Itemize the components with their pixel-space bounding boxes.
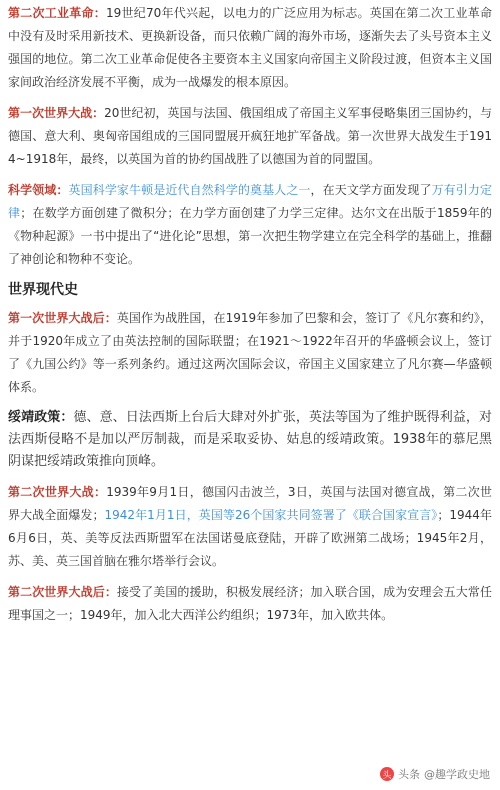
highlight-newton: 英国科学家牛顿是近代自然科学的奠基人之一: [68, 183, 311, 197]
paragraph-appeasement: [8, 407, 492, 473]
paragraph-text: 1939年9月1日，德国闪击波兰，3日，英国与法国对德宣战，第二次世界大战全面爆发；: [8, 485, 492, 522]
paragraph-label: 绥靖政策：: [8, 410, 74, 425]
paragraph-ww1: [8, 102, 492, 171]
paragraph-label: 第一次世界大战：: [8, 106, 105, 120]
highlight-declaration: 1942年1月1日，英国等26个国家共同签署了《联合国家宣言》: [104, 508, 438, 522]
paragraph-text: ；在数学方面创建了微积分；在力学方面创建了力学三定律。达尔文在出版于1859年的《物种起源》一书中提出了“进化论”思想，第一次把生物学建立在完全科学的基础上，推翻了神创论和物种不变论。: [8, 206, 492, 266]
paragraph-text: ，在天文学方面发现了: [310, 183, 432, 197]
paragraph-second-industrial-revolution: [8, 2, 492, 94]
source-watermark: [380, 766, 490, 782]
paragraph-label: 第二次工业革命：: [8, 6, 106, 20]
paragraph-text: 19世纪70年代兴起，以电力的广泛应用为标志。英国在第二次工业革命中没有及时采用新技术、更换新设备，而只依赖广阔的海外市场，逐渐失去了头号资本主义强国的地位。第二次工业革命促使各主要资本主义国家向帝国主义阶段过渡，但资本主义国家间政治经济发展不平衡，成为一战爆发的根本原因。: [8, 6, 492, 89]
watermark-account: @趣学政史地: [424, 768, 490, 781]
paragraph-text: 英国作为战胜国，在1919年参加了巴黎和会，签订了《凡尔赛和约》，并于1920年成立了由英法控制的国际联盟；在1921～1922年召开的华盛顿会议上，签订了《九国公约》等一系列条约。通过这两次国际会议，帝国主义国家建立了凡尔赛—华盛顿体系。: [8, 311, 492, 394]
paragraph-text: 接受了美国的援助，积极发展经济；加入联合国，成为安理会五大常任理事国之一；1949年，加入北大西洋公约组织；1973年，加入欧共体。: [8, 585, 492, 622]
paragraph-label: 第二次世界大战后：: [8, 585, 117, 599]
paragraph-text: 德、意、日法西斯上台后大肆对外扩张，英法等国为了维护既得利益，对法西斯侵略不是加以严厉制裁，而是采取妥协、姑息的绥靖政策。1938年的慕尼黑阴谋把绥靖政策推向顶峰。: [8, 410, 492, 469]
paragraph-label: 科学领域：: [8, 183, 69, 197]
section-title: 世界现代史: [8, 282, 78, 298]
paragraph-text: 20世纪初，英国与法国、俄国组成了帝国主义军事侵略集团三国协约，与德国、意大利、奥匈帝国组成的三国同盟展开疯狂地扩军备战。第一次世界大战发生于1914~1918年，最终，以英国为首的协约国战胜了以德国为首的同盟国。: [8, 106, 492, 166]
watermark-source: 头条: [398, 768, 420, 781]
paragraph-label: 第二次世界大战：: [8, 485, 107, 499]
paragraph-post-ww2: [8, 581, 492, 627]
paragraph-ww2: [8, 481, 492, 573]
paragraph-post-ww1: [8, 307, 492, 399]
paragraph-text: ；1944年6月6日，英、美等反法西斯盟军在法国诺曼底登陆，开辟了欧洲第二战场；1945年2月，苏、美、英三国首脑在雅尔塔举行会议。: [8, 508, 492, 568]
toutiao-logo-icon: 头: [380, 767, 394, 781]
highlight-gravity: 万有引力定律: [8, 183, 492, 220]
article-body: [8, 2, 492, 627]
paragraph-science: [8, 179, 492, 271]
paragraph-label: 第一次世界大战后：: [8, 311, 117, 325]
